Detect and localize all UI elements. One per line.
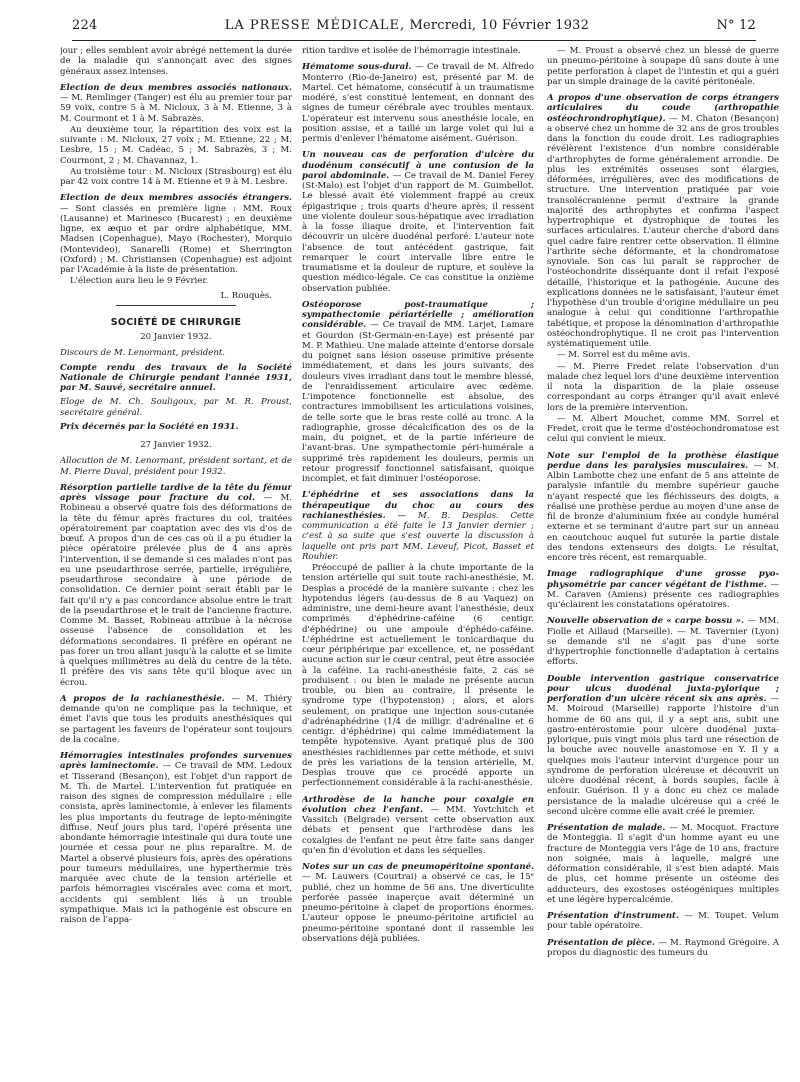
journal-title: LA PRESSE MÉDICALE, (224, 18, 406, 33)
header-rule (72, 40, 756, 41)
section-text: — M. Thiéry demande qu'on ne complique pas la technique, et émet l'avis que tous les produits anesthésiques qui se partagent les faveurs de l'opérateur sont toujours de la cocaïne. (60, 693, 292, 745)
section-election-etrangers (60, 193, 292, 275)
column-middle (302, 46, 534, 1052)
section-title: Double intervention gastrique conservatrice pour ulcus duodénal juxta-pylorique ; perforation d'un ulcère récent six ans après. (547, 673, 779, 704)
paragraph: — M. Albert Mouchet, comme MM. Sorrel et Fredet, croit que le terme d'ostéochondromatose est celui qui convient le mieux. (547, 413, 779, 445)
section-resorption-femur (60, 483, 292, 688)
session-date: 27 Janvier 1932. (140, 440, 212, 450)
masthead (97, 18, 716, 33)
section-title: Présentation de malade. (547, 823, 670, 833)
section-text: — MM. Yovtchitch et Vassitch (Belgrade) versent cette observation aux débats et pensent que l'arthrodèse dans les coxalgies de l'enfant ne peut être faite sans danger qu'en fin d'évolution et dans les séquelles. (302, 804, 534, 856)
section-prothese (547, 451, 779, 564)
section-title: L'éphédrine et ses associations dans la thérapeutique du choc au cours des rachianesthésies. (302, 490, 534, 521)
agenda-item: Discours de M. Lenormant, président. (60, 348, 225, 359)
section-title: Election de deux membres associés étrangers. (60, 193, 292, 204)
agenda-item: Allocution de M. Lenormant, président sortant, et de M. Pierre Duval, président pour 1932. (60, 456, 292, 477)
section-title: Un nouveau cas de perforation d'ulcère du duodénum consécutif à une contusion de la paroi abdominale. (302, 150, 534, 181)
section-title: Ostéoporose post-traumatique ; sympathectomie périartérielle ; amélioration considérable. (302, 299, 534, 331)
paragraph: jour ; elles semblent avoir abrégé nettement la durée de la maladie qui s'annonçait avec des signes généraux assez intenses. (60, 46, 292, 77)
section-hematome (302, 62, 534, 144)
signature: L. Rouquès. (220, 290, 272, 301)
section-corps-etrangers (547, 93, 779, 349)
paragraph: rition tardive et isolée de l'hémorragie intestinale. (302, 46, 521, 56)
section-text: — M. Albin Lambotte chez une enfant de 5 ans atteinte de paralysie infantile du membre supérieur gauche n'ayant respecté que les fléchisseurs des doigts, a réalisé une prothèse perdue au moyen d'une anse de fil de bronze d'aluminium fixée au condyle huméral externe et se terminant d'autre part sur un anneau en caoutchouc auquel fut suturée la partie distale des tendons extenseurs des doigts. Le résultat, encore très récent, est remarquable. (547, 460, 779, 563)
section-text: — Sont classés en première ligne : MM. Roux (Lausanne) et Marinesco (Bucarest) ; en deuxième ligne, ex æquo et par ordre alphabétique, MM. Madsen (Copenhague), Mayo (Rochester), Morquio (Montevideo), Sanarelli (Rome) et Sherrington (Oxford) ; M. Christiansen (Copenhague) est adjoint par l'Académie à la liste de présentation. (60, 203, 292, 275)
column-right (547, 46, 779, 1052)
issue-number: N° 12 (716, 18, 756, 33)
section-presentation-piece (547, 938, 779, 959)
section-text: — M. Mocquot. Fracture de Monteggia. Il s'agit d'un homme ayant eu une fracture de Monteggia vers l'âge de 10 ans, fracture non soignée, mais à laquelle, malgré une déformation considérable, il s'est bien adapté. Mais de plus, cet homme présente un ostéome des adducteurs, des exostoses ostéogéniques multiples et une légère hypercalcémie. (547, 823, 779, 905)
section-hemorragies (60, 751, 292, 925)
paragraph: Au deuxième tour, la répartition des voix est la suivante : M. Nicloux, 27 voix ; M. Etienne, 22 ; M. Lesbre, 15 ; M. Cadéac, 5 ; M. Sabrazès, 3 ; M. Courmont, 2 ; M. Chavannaz, 1. (60, 124, 292, 166)
paragraph: — M. Sorrel est du même avis. (557, 350, 691, 361)
section-election-nationaux (60, 83, 292, 124)
section-perforation-ulcere (302, 150, 534, 294)
section-ephedrine (302, 490, 534, 562)
section-carpe-bossu (547, 616, 779, 667)
section-title: Note sur l'emploi de la prothèse élastique perdue dans les paralysies musculaires. (547, 450, 779, 471)
section-text: — M. Remlinger (Tanger) est élu au premier tour par 59 voix, contre 5 à M. Nicloux, 3 à M. Etienne, 3 à M. Courmont et 1 à M. Sabrazès. (60, 93, 292, 124)
section-title: Présentation d'instrument. (547, 911, 685, 921)
section-title: Présentation de pièce. (547, 937, 659, 948)
section-title: Résorption partielle tardive de la tête du fémur après vissage pour fracture du col. (60, 482, 292, 503)
section-presentation-malade (547, 823, 779, 905)
society-heading: SOCIÉTÉ DE CHIRURGIE (110, 316, 242, 328)
section-pneumoperitoine (302, 862, 534, 944)
section-text: — M. Toupet. Velum pour table opératoire. (547, 911, 779, 932)
agenda-item: Prix décernés par la Société en 1931. (60, 421, 239, 432)
section-text: — M. Caraven (Amiens) présente ces radiographies qu'éclairent les constatations opératoires. (547, 579, 779, 610)
agenda-item: Compte rendu des travaux de la Société Nationale de Chirurgie pendant l'année 1931, par M. Sauvé, secrétaire annuel. (60, 362, 292, 393)
section-pyophysometrie (547, 569, 779, 610)
section-text: — M. Lauwers (Courtrai) a observé ce cas, le 15ᵉ publié, chez un homme de 56 ans. Une diverticulite perforée passée inaperçue avait déterminé un pneumo-péritoine à clapet de proportions énormes. L'auteur oppose le pneumo-péritoine artificiel au pneumo-péritoine spontané dont il rassemble les observations déjà publiées. (302, 872, 534, 944)
section-text: — Ce travail de MM. Larjet, Lamare et Gourdon (St-Germain-en-Laye) est présenté par M. P. Mathieu. Une malade atteinte d'entorse dorsale du poignet sans lésion osseuse primitive présente immédiatement, et dans les jours suivants, des douleurs vives irradiant dans tout le membre blessé, de l'enraidissement articulaire avec œdème. L'impotence fonctionnelle est absolue, des contractures immobilisent les articulations voisines, de telle sorte que le bras reste collé au tronc. A la radiographie, grosse décalcification des os de la main, du poignet, et de la partie inférieure de l'avant-bras. Une sympathectomie péri-humérale a supprimé très rapidement les douleurs, permis un retour progressif fonctionnel satisfaisant, quoique incomplet, et fait diminuer l'ostéoporose. (302, 320, 534, 484)
section-arthrodese (302, 795, 534, 857)
separator-rule (116, 305, 236, 306)
section-text: — M. Robineau a observé quatre fois des déformations de la tête du fémur après fractures du col, traitées opératoirement par coaptation avec des vis d'os de bœuf. A propos d'un de ces cas où il a pu étudier la pièce opératoire prélevée plus de 4 ans après l'intervention, il se demande si ces malades n'ont pas eu une pseudarthrose serrée, partielle, irrégulière, pseudarthrose secondaire à une période de consolidation. Ce dernier point serait établi par le fait qu'il n'y a pas concordance absolue entre le trait de la pseudarthrose et le trait de l'ancienne fracture. Comme M. Basset, Robineau attribue à la nécrose osseuse l'absence de consolidation et les déformations secondaires. Il préfère en opérant ne pas forer un trou allant jusqu'à la calotte et se limite à quelques millimètres au delà du centre de la tête. Il préfère des vis sans tête qu'il bloque avec un écrou. (60, 493, 292, 688)
section-title: Hématome sous-dural. (302, 62, 416, 73)
section-text: — MM. Fiolle et Aillaud (Marseille). — M. Tavernier (Lyon) se demande s'il ne s'agit pas d'une sorte d'hypertrophie fonctionnelle d'adaptation à certains efforts. (547, 616, 779, 668)
paragraph: — M. Pierre Fredet relate l'observation d'un malade chez lequel lors d'une deuxième intervention il nota la disparition de la plaie osseuse correspondant au corps étranger qu'il avait enlevé lors de la première intervention. (547, 361, 779, 413)
paragraph: Au troisième tour : M. Nicloux (Strasbourg) est élu par 42 voix contre 14 à M. Etienne et 9 à M. Lesbre. (60, 166, 292, 187)
page-number: 224 (72, 18, 98, 33)
section-title: Hémorragies intestinales profondes survenues après laminectomie. (60, 751, 292, 772)
section-text: — Ce travail de M. Alfredo Monterro (Rio-de-Janeiro) est, présenté par M. de Martel. Cet hématome, consécutif à un traumatisme modéré, s'est constitué lentement, en donnant des signes de tumeur cérébrale avec troubles mentaux. L'opérateur est intervenu sous anesthésie locale, en position assise, et a taillé un large volet qui lui a permis d'enlever l'hématome aisément. Guérison. (302, 62, 534, 144)
session-date: 20 Janvier 1932. (140, 332, 212, 342)
section-text: — M. B. Desplas. Cette communication a été faite le 13 Janvier dernier ; c'est à sa suite que s'est ouverte la discussion à laquelle ont pris part MM. Leveuf, Picot, Basset et Rouhier. (302, 510, 534, 562)
section-title: A propos de la rachianesthésie. (60, 693, 232, 704)
running-head (72, 18, 756, 38)
section-title: Notes sur un cas de pneumopéritoine spontané. (302, 862, 534, 872)
section-text: — Ce travail de MM. Ledoux et Tisserand (Besançon), est l'objet d'un rapport de M. Th. de Martel. L'intervention fut pratiquée en raison des signes de compression médullaire : elle consista, après laminectomie, à enlever les filaments les plus importants du feutrage de lepto-méningite diffuse. Neuf jours plus tard, l'opéré présenta une abondante hémorragie intestinale qui dura toute une journée et cessa pour ne plus reparaître. M. de Martel a observé plusieurs fois, après des opérations pour tumeurs médullaires, une hyperthermie très marquée avec chute de la tension artérielle et parfois hémorragies viscérales avec coma et mort, accidents qui semblent liés à un trouble sympathique. Mais ici la pathogénie est obscure en raison de l'appa- (60, 761, 292, 925)
issue-date: Mercredi, 10 Février 1932 (409, 18, 590, 33)
section-text: — M. Moiroud (Marseille) rapporte l'histoire d'un homme de 60 ans qui, il y a sept ans, subit une gastro-entérostomie pour ulcère duodénal juxta-pylorique, puis vingt mois plus tard une résection de la bouche avec nouvelle anastomose en Y. Il y a quelques mois l'auteur intervint d'urgence pour un syndrome de perforation ulcéreuse et découvrit un ulcère duodénal récent, à bords souples, facile à enfouir. Guérison. Il y a donc eu chez ce malade persistance de la maladie ulcéreuse qui a créé le second ulcère comme elle avait créé le premier. (547, 694, 779, 817)
section-title: Nouvelle observation de « carpe bossu ». (547, 616, 748, 627)
paragraph: Préoccupé de pallier à la chute importante de la tension artérielle qui suit toute rachi-anesthésie, M. Desplas a procédé de la manière suivante : chez les hypotendus légers (au-dessus de 8 au Vaquez) on administre, une demi-heure avant l'anesthésie, deux comprimés d'éphédrine-caféine (6 centigr. d'éphédrine) ou une ampoule d'éphédo-caféine. L'éphédrine est actuellement le tonicardiaque du cœur périphérique par excellence, et, ne possédant aucune action sur le cœur central, peut être associée à la caféine. La rachi-anesthésie faite, 2 cas se produisent : ou bien le malade ne présente aucun trouble, ou bien au contraire, il présente le syndrome type (l'hypotension) ; alors, et alors seulement, on pratique une injection sous-cutanée d'adrénaphédrine (1/4 de milligr. d'adrénaline et 6 centigr. d'éphédrine) qui calme immédiatement la tempête hypotensive. Ayant pratiqué plus de 300 anesthésies rachidiennes par cette méthode, et suivi de près les variations de la tension artérielle, M. Desplas trouve que ce procédé apporte un perfectionnement considérable à la rachi-anesthésie. (302, 563, 534, 789)
agenda-item: Eloge de M. Ch. Souligoux, par M. R. Proust, secrétaire général. (60, 397, 292, 418)
section-title: Image radiographique d'une grosse pyo-physométrie par cancer végétant de l'isthme. (547, 569, 779, 590)
section-text: — M. Chaton (Besançon) a observé chez un homme de 32 ans de gros troubles dans la fonction du coude droit. Les radiographies révélèrent l'existence d'un nombre considérable d'arthrophytes de forme généralement arrondie. De plus les extrémités osseuses sont élargies, déformées, irrégulières, avec des modifications de structure. Une intervention pratiquée par voie transolécranienne permit d'extraire la grande majorité des arthrophytes et confirma l'aspect hypertrophique et dystrophique de toutes les surfaces articulaires. L'auteur cherche d'abord dans quel cadre faire rentrer cette observation. Il élimine l'arthrite sèche déformante, et la chondromatose synoviale. Son cas lui paraît se rapprocher de l'ostéochondrite disséquante dont il refait l'exposé détaillé, l'historique et la pathogénie. Aucune des explications données ne le satisfaisant, l'auteur émet l'hypothèse d'un trouble d'origine médullaire un peu analogue à celui qui conditionne l'arthropathie tabétique, et propose la dénomination d'arthropathie ostéochondrophytique. Il ne croit pas l'intervention systématiquement utile. (547, 113, 779, 349)
section-rachianesthesie (60, 694, 292, 745)
section-osteoporose (302, 300, 534, 485)
section-text: — Ce travail de M. Daniel Ferey (St-Malo) est l'objet d'un rapport de M. Guimbellot. Le blessé avait été violemment frappé au creux épigastrique ; trois quarts d'heure après, il ressent une violente douleur sous-hépatique avec irradiation à la fosse iliaque droite, et l'intervention fait découvrir un ulcère duodénal perforé. L'auteur note l'absence de tout antécédent gastrique, fait remarquer le court intervalle libre entre le traumatisme et la douleur de rupture, et soulève la question médico-légale. Ce cas constitue la onzième observation publiée. (302, 170, 534, 294)
section-title: Election de deux membres associés nationaux. (60, 82, 292, 93)
section-text: — M. Raymond Grégoire. A propos du diagnostic des tumeurs du (547, 937, 779, 958)
section-presentation-instrument (547, 911, 779, 932)
column-left (60, 46, 292, 1052)
section-title: A propos d'une observation de corps étrangers articulaires du coude (arthropathie ostéochrondrophytique). (547, 93, 779, 124)
paragraph: — M. Proust a observé chez un blessé de guerre un pneumo-péritoine à soupape dû sans doute à une petite perforation à clapet de l'intestin et qui a guéri par un simple drainage de la cavité péritonéale. (547, 46, 779, 87)
section-intervention-gastrique (547, 674, 779, 818)
paragraph: L'élection aura lieu le 9 Février. (70, 276, 209, 287)
section-title: Arthrodèse de la hanche pour coxalgie en évolution chez l'enfant. (302, 794, 534, 815)
